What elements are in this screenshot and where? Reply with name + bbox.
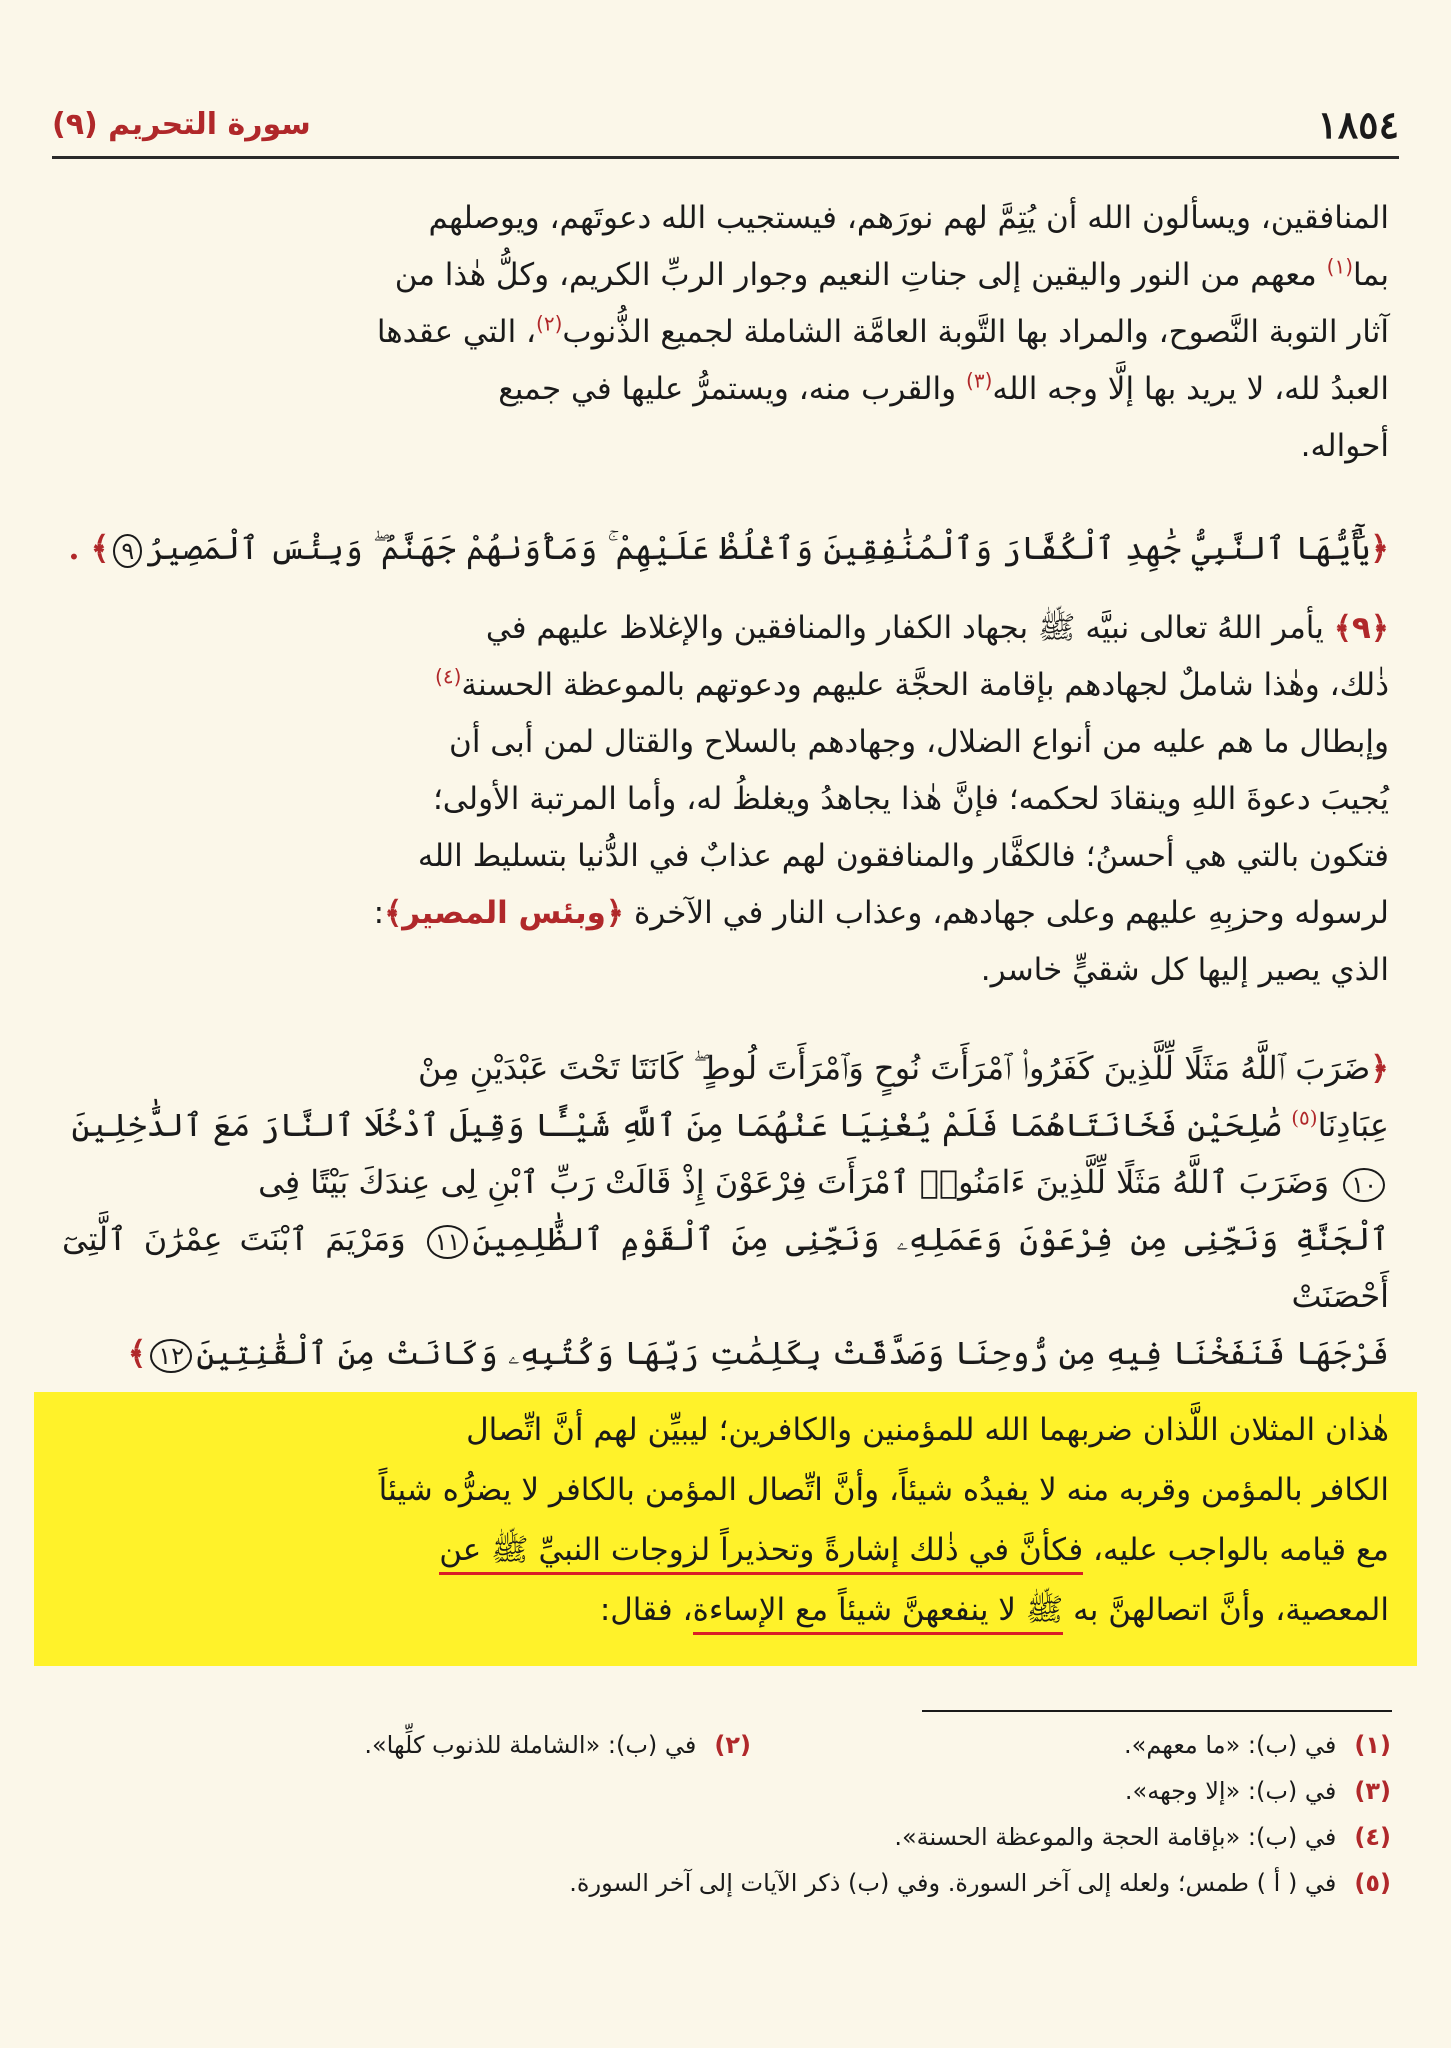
footnote-number: (٥) [1354,1869,1391,1897]
footnote-text: في ( أ ) طمس؛ ولعله إلى آخر السورة. وفي (ب) ذكر الآيات إلى آخر السورة. [569,1869,1337,1897]
verse-number-marker: ١١ [427,1225,469,1259]
text-span: مع قيامه بالواجب عليه، [1083,1532,1389,1568]
text-span: بما [1353,257,1389,293]
text-line [62,247,1389,304]
footnote-1 [751,1722,1391,1768]
footnote-divider [922,1710,1392,1712]
text-line: هٰذان المثلان اللَّذان ضربهما الله للمؤمنين والكافرين؛ ليبيِّن لهم أنَّ اتِّصال [466,1412,1389,1448]
verse-line [62,1040,1389,1097]
verse-line [62,1097,1389,1154]
verse-text: وَضَرَبَ ٱللَّهُ مَثَلًا لِّلَّذِينَ ءَامَنُوا۟ ٱمْرَأَتَ فِرْعَوْنَ إِذْ قَالَتْ رَبِّ ٱبْنِ لِى عِندَكَ بَيْتًا فِى [258,1163,1340,1201]
text-span: : [373,895,385,931]
verse-open-brace: ﴿ [1370,1049,1389,1087]
running-title: سورة التحريم (٩) [52,106,311,142]
footnote-number: (٣) [1354,1777,1391,1805]
underlined-phrase: ﷺ لا ينفعهنَّ شيئاً مع الإساءة [693,1592,1064,1635]
footnote-number: (٢) [714,1731,751,1759]
page-number: ١٨٥٤ [1317,101,1399,147]
verse-line [62,1154,1389,1211]
quoted-phrase: ﴿وبئس المصير﴾ [384,895,625,931]
text-line [62,1580,1389,1640]
verse-number-marker: ٩ [113,534,142,568]
highlighted-commentary [34,1392,1417,1666]
underlined-phrase: فكأنَّ في ذٰلك إشارةً وتحذيراً لزوجات النبيِّ ﷺ عن [439,1532,1083,1575]
footnote-marker-3[interactable]: (٣) [966,368,993,393]
text-line: الذي يصير إليها كل شقيٍّ خاسر. [980,952,1389,988]
footnote-5 [569,1860,1391,1906]
verse-line [62,1325,1389,1382]
verse-number-marker: ١٠ [1343,1168,1385,1202]
text-span: المعصية، وأنَّ اتصالهنَّ به [1063,1592,1389,1628]
footnote-2 [111,1722,751,1768]
verse-close-brace: ﴾ . [68,529,110,567]
footnote-row [60,1814,1391,1860]
text-line: الكافر بالمؤمن وقربه منه لا يفيدُه شيئاً، وأنَّ اتِّصال المؤمن بالكافر لا يضرُّه شيئاً [378,1472,1389,1508]
verse-number-marker: ١٢ [150,1339,192,1373]
verse-close-brace: ﴾ [127,1334,147,1372]
text-span: ، التي عقدها [376,314,537,350]
footnote-marker-5[interactable]: (٥) [1291,1105,1318,1130]
text-line [62,885,1389,942]
footnote-4 [751,1814,1391,1860]
verse-text: ضَرَبَ ٱللَّهُ مَثَلًا لِّلَّذِينَ كَفَرُوا۟ ٱمْرَأَتَ نُوحٍ وَٱمْرَأَتَ لُوطٍ ۖ كَانَتَا تَحْتَ عَبْدَيْنِ مِنْ [417,1049,1371,1087]
footnote-number: (٤) [1354,1823,1391,1851]
footnote-marker-1[interactable]: (١) [1326,254,1353,279]
text-span: يأمر اللهُ تعالى نبيَّه ﷺ بجهاد الكفار والمنافقين والإغلاظ عليهم في [485,610,1334,646]
quran-verses-10-12 [62,1040,1389,1382]
footnote-number: (١) [1354,1731,1391,1759]
footnote-text: في (ب): «إلا وجهه». [1124,1777,1337,1805]
footnote-row [60,1860,1391,1906]
verse-open-brace: ﴿ [1370,529,1389,567]
text-line: يُجيبَ دعوةَ اللهِ وينقادَ لحكمه؛ فإنَّ هٰذا يجاهدُ ويغلظُ له، وأما المرتبة الأولى؛ [432,781,1389,817]
verse-text: ٱلْجَنَّةِ وَنَجِّنِى مِن فِرْعَوْنَ وَعَمَلِهِۦ وَنَجِّنِى مِنَ ٱلْقَوْمِ ٱلظَّٰلِمِينَ [472,1220,1389,1258]
verse-text: وَمَرْيَمَ ٱبْنَتَ عِمْرَٰنَ ٱلَّتِىٓ أَحْصَنَتْ [62,1220,1389,1315]
verse-line [62,1211,1389,1325]
verse-text: فَرْجَهَا فَنَفَخْنَا فِيهِ مِن رُّوحِنَا وَصَدَّقَتْ بِكَلِمَٰتِ رَبِّهَا وَكُتُبِهِۦ وَكَانَتْ مِنَ ٱلْقَٰنِتِينَ [196,1334,1389,1372]
text-line [62,600,1389,657]
footnote-text: في (ب): «ما معهم». [1124,1731,1337,1759]
text-line: فتكون بالتي هي أحسنُ؛ فالكفَّار والمنافقون لهم عذابٌ في الدُّنيا بتسليط الله [417,838,1389,874]
text-span: لرسوله وحزبِهِ عليهم وعلى جهادهم، وعذاب النار في الآخرة [624,895,1389,931]
text-line [62,304,1389,361]
text-span: آثار التوبة النَّصوح، والمراد بها التَّوبة العامَّة الشاملة لجميع الذُّنوب [562,314,1389,350]
verse-text: صَٰلِحَيْنِ فَخَانَتَاهُمَا فَلَمْ يُغْنِيَا عَنْهُمَا مِنَ ٱللَّهِ شَيْـًٔا وَقِيلَ ٱدْخُلَا ٱلنَّارَ مَعَ ٱلدَّٰخِلِينَ [71,1106,1292,1144]
footnotes [60,1722,1391,1906]
text-span: معهم من النور واليقين إلى جناتِ النعيم وجوار الربِّ الكريم، وكلُّ هٰذا من [394,257,1327,293]
quran-verse-9 [62,520,1389,577]
footnote-marker-4[interactable]: (٤) [435,664,462,689]
verse-text: يَٰٓأَيُّهَا ٱلنَّبِيُّ جَٰهِدِ ٱلْكُفَّارَ وَٱلْمُنَٰفِقِينَ وَٱغْلُظْ عَلَيْهِمْ ۚ وَمَأْوَىٰهُمْ جَهَنَّمُ ۖ وَبِئْسَ ٱلْمَصِيرُ [146,529,1371,567]
text-line: أحواله. [1300,428,1389,464]
text-span: والقرب منه، ويستمرُّ عليها في جميع [498,371,966,407]
footnote-text: في (ب): «بإقامة الحجة والموعظة الحسنة». [894,1823,1337,1851]
text-span: العبدُ لله، لا يريد بها إلَّا وجه الله [992,371,1389,407]
verse-text: عِبَادِنَا [1317,1106,1389,1144]
page-header [52,92,1399,159]
footnote-row [60,1722,1391,1768]
tafsir-paragraph-1 [62,190,1389,475]
footnote-text: في (ب): «الشاملة للذنوب كلِّها». [364,1731,697,1759]
verse-reference: ﴿٩﴾ [1333,610,1389,646]
text-line: وإبطال ما هم عليه من أنواع الضلال، وجهادهم بالسلاح والقتال لمن أبى أن [449,724,1389,760]
text-line [62,361,1389,418]
footnote-row [60,1768,1391,1814]
text-line [62,657,1389,714]
text-line [62,1520,1389,1580]
tafsir-paragraph-2 [62,600,1389,999]
text-span: ، فقال: [599,1592,693,1628]
text-span: ذٰلك، وهٰذا شاملٌ لجهادهم بإقامة الحجَّة عليهم ودعوتهم بالموعظة الحسنة [461,667,1389,703]
footnote-3 [751,1768,1391,1814]
footnote-marker-2[interactable]: (٢) [536,311,563,336]
text-line: المنافقين، ويسألون الله أن يُتِمَّ لهم نورَهم، فيستجيب الله دعوتَهم، ويوصلهم [428,200,1389,236]
